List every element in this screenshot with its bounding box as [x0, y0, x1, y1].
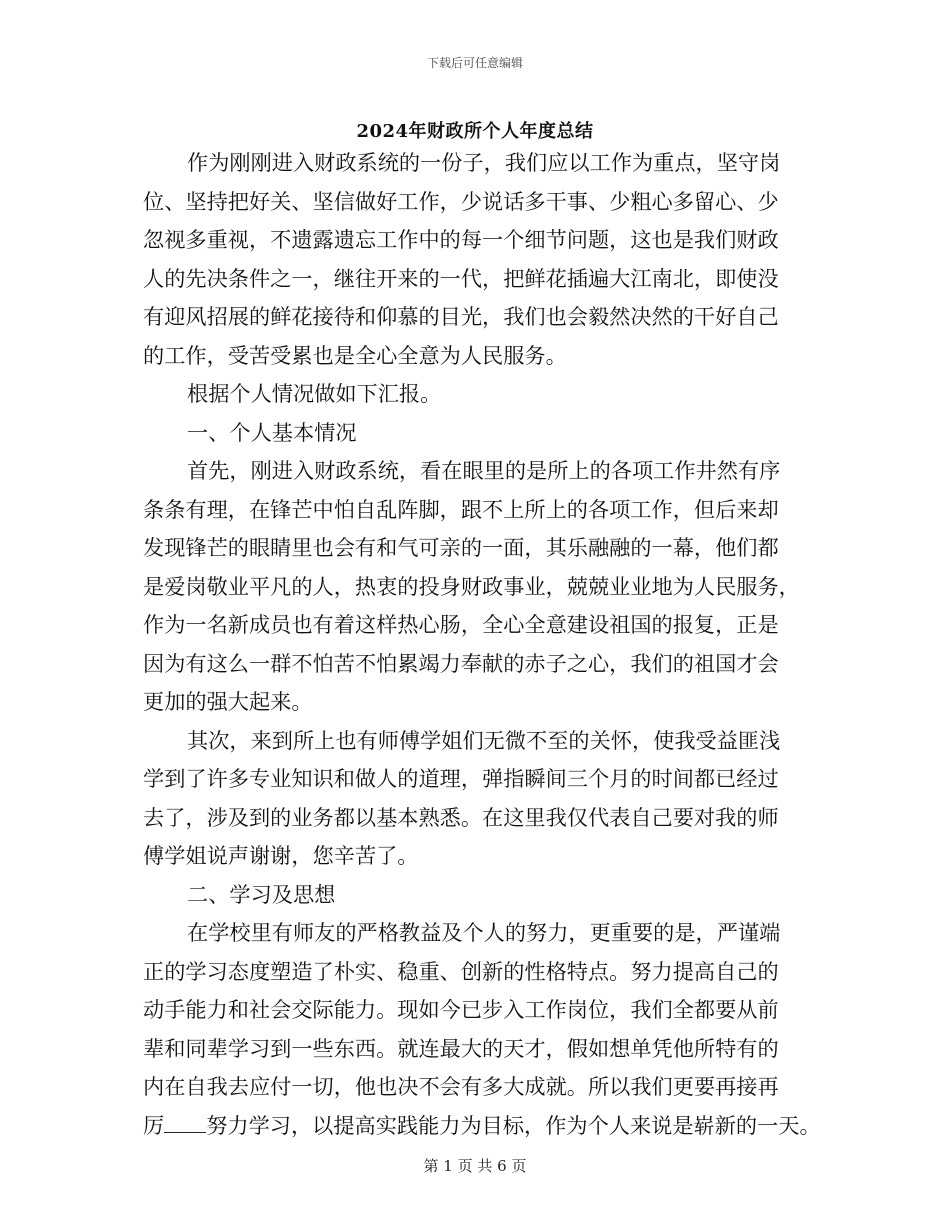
paragraph-line: 根据个人情况做如下汇报。 [187, 381, 442, 406]
document-title: 2024年财政所个人年度总结 [356, 121, 594, 142]
paragraph-line: 首先，刚进入财政系统，看在眼里的是所上的各项工作井然有序 [187, 458, 781, 483]
paragraph-line: 作为刚刚进入财政系统的一份子，我们应以工作为重点，坚守岗 [187, 150, 781, 175]
paragraph-line: 有迎风招展的鲜花接待和仰慕的目光，我们也会毅然决然的干好自己 [143, 304, 779, 329]
page-footer: 第 1 页 共 6 页 [423, 1157, 527, 1175]
paragraph-line: 傅学姐说声谢谢，您辛苦了。 [143, 843, 419, 868]
paragraph-line: 内在自我去应付一切，他也决不会有多大成就。所以我们更要再接再 [143, 1074, 779, 1099]
paragraph-line: 正的学习态度塑造了朴实、稳重、创新的性格特点。努力提高自己的 [143, 958, 779, 984]
last-line-suffix: 努力学习，以提高实践能力为目标，作为个人来说是崭新的一天。 [206, 1112, 821, 1138]
paragraph-line: 位、坚持把好关、坚信做好工作，少说话多干事、少粗心多留心、少 [143, 188, 779, 214]
document-body [143, 148, 823, 1149]
paragraph-line: 动手能力和社会交际能力。现如今已步入工作岗位，我们全都要从前 [143, 997, 779, 1022]
last-line-prefix: 厉 [143, 1112, 165, 1138]
paragraph-line: 因为有这么一群不怕苦不怕累竭力奉献的赤子之心，我们的祖国才会 [143, 650, 779, 676]
paragraph-line: 人的先决条件之一，继往开来的一代，把鲜花插遍大江南北，即使没 [143, 265, 779, 291]
paragraph-line: 的工作，受苦受累也是全心全意为人民服务。 [143, 342, 567, 368]
paragraph-line: 去了，涉及到的业务都以基本熟悉。在这里我仅代表自己要对我的师 [143, 804, 779, 830]
paragraph-line: 更加的强大起来。 [143, 689, 313, 714]
section-heading: 二、学习及思想 [187, 881, 336, 907]
paragraph-line: 在学校里有师友的严格教益及个人的努力，更重要的是，严谨端 [187, 920, 781, 945]
paragraph-line: 学到了许多专业知识和做人的道理，弹指瞬间三个月的时间都已经过 [143, 766, 779, 791]
header-note: 下载后可任意编辑 [426, 56, 523, 70]
section-heading: 一、个人基本情况 [187, 419, 357, 445]
fill-in-blank [164, 1114, 206, 1133]
paragraph-line: 其次，来到所上也有师傅学姐们无微不至的关怀，使我受益匪浅 [187, 727, 781, 753]
paragraph-line: 作为一名新成员也有着这样热心肠，全心全意建设祖国的报复，正是 [143, 612, 779, 637]
paragraph-line: 发现锋芒的眼睛里也会有和气可亲的一面，其乐融融的一幕，他们都 [143, 535, 779, 560]
paragraph-line: 辈和同辈学习到一些东西。就连最大的天才，假如想单凭他所特有的 [143, 1035, 779, 1061]
paragraph-line: 忽视多重视，不遗露遗忘工作中的每一个细节问题，这也是我们财政 [143, 227, 779, 252]
paragraph-line [143, 1111, 823, 1150]
paragraph-line: 是爱岗敬业平凡的人，热衷的投身财政事业，兢兢业业地为人民服务， [143, 573, 800, 599]
paragraph-line: 条条有理，在锋芒中怕自乱阵脚，跟不上所上的各项工作，但后来却 [143, 496, 779, 522]
